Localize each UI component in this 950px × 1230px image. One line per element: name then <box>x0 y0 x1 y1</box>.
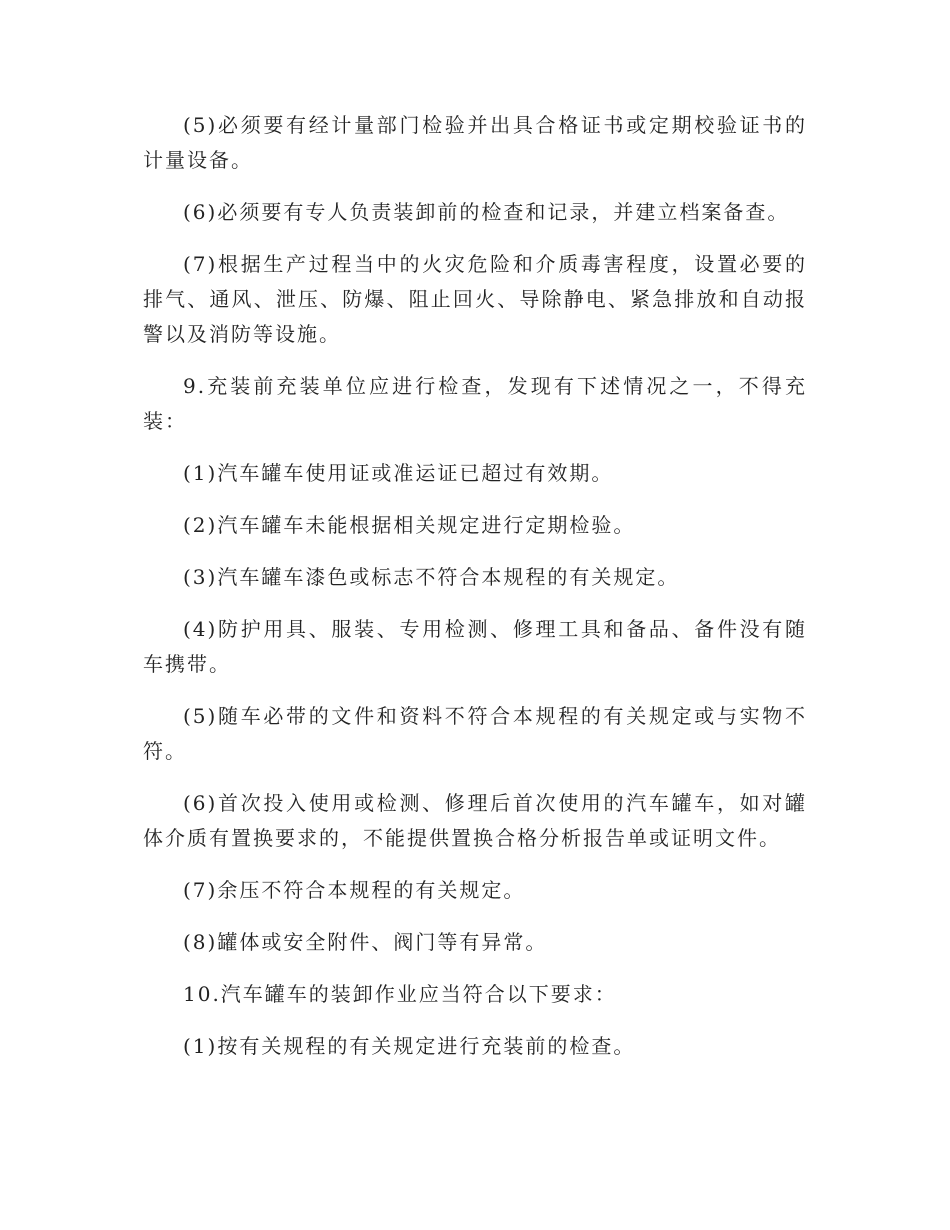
section-heading-10-loading-requirements: 10.汽车罐车的装卸作业应当符合以下要求： <box>183 982 617 1006</box>
section-heading-9-pre-filling-check: 9.充装前充装单位应进行检查，发现有下述情况之一，不得充装： <box>143 374 807 433</box>
paragraph-item-7-safety-facilities: (7)根据生产过程当中的火灾危险和介质毒害程度，设置必要的排气、通风、泄压、防爆、阻止回火、导除静电、紧急排放和自动报警以及消防等设施。 <box>143 252 807 346</box>
list-item-8-abnormal-fittings: (8)罐体或安全附件、阀门等有异常。 <box>183 930 548 954</box>
paragraph-item-5-metering-equipment: (5)必须要有经计量部门检验并出具合格证书或定期校验证书的计量设备。 <box>143 113 807 172</box>
paragraph-item-6-inspection-records: (6)必须要有专人负责装卸前的检查和记录，并建立档案备查。 <box>183 200 790 224</box>
list-item-4-protective-equipment: (4)防护用具、服装、专用检测、修理工具和备品、备件没有随车携带。 <box>143 617 807 676</box>
list-item-3-paint-marking: (3)汽车罐车漆色或标志不符合本规程的有关规定。 <box>183 565 680 589</box>
list-item-5-documents: (5)随车必带的文件和资料不符合本规程的有关规定或与实物不符。 <box>143 704 807 763</box>
list-item-6-replacement-report: (6)首次投入使用或检测、修理后首次使用的汽车罐车，如对罐体介质有置换要求的，不能提供置换合格分析报告单或证明文件。 <box>143 791 807 850</box>
list-item-2-periodic-inspection: (2)汽车罐车未能根据相关规定进行定期检验。 <box>183 513 636 537</box>
list-item-1-pre-filling-check: (1)按有关规程的有关规定进行充装前的检查。 <box>183 1034 636 1058</box>
document-body <box>143 108 807 1081</box>
list-item-1-certificate-expired: (1)汽车罐车使用证或准运证已超过有效期。 <box>183 461 614 485</box>
list-item-7-residual-pressure: (7)余压不符合本规程的有关规定。 <box>183 878 526 902</box>
